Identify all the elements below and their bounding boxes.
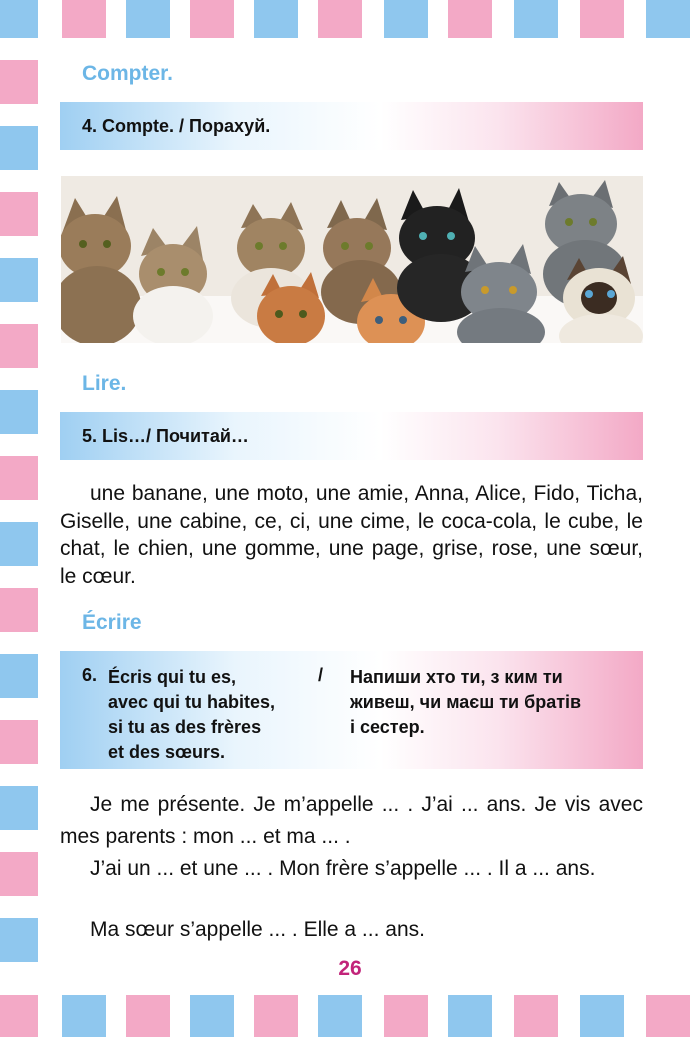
reading-text: une banane, une moto, une amie, Anna, Alice, Fido, Ticha, Giselle, une cabine, ce, ci, une cime, le coca-cola, le cube, le chat, le chien, une gomme, une page, grise, rose, une sœur, le cœur.	[60, 482, 643, 588]
writing-paragraph-3: Ma sœur s’appelle ... . Elle a ... ans.	[90, 918, 425, 941]
task-6-ua-line: живеш, чи маєш ти братів	[350, 692, 582, 712]
page-number: 26	[338, 957, 362, 980]
section-heading-ecrire: Écrire	[82, 611, 142, 634]
task-4-label: 4. Compte. / Порахуй.	[82, 116, 271, 136]
task-6-ukrainian	[350, 665, 581, 740]
task-6-french	[108, 665, 275, 765]
writing-paragraph-1: Je me présente. Je m’appelle ... . J’ai ... ans. Je vis avec mes parents : mon ... et ma ... .	[60, 793, 643, 848]
task-5-label: 5. Lis…/ Почитай…	[82, 426, 249, 446]
kittens-illustration	[61, 176, 643, 343]
writing-paragraph-2: J’ai un ... et une ... . Mon frère s’appelle ... . Il a ... ans.	[90, 857, 596, 880]
task-6-banner	[60, 651, 643, 769]
task-6-fr-line: Écris qui tu es,	[108, 667, 237, 687]
task-6-fr-line: avec qui tu habites,	[108, 692, 276, 712]
kittens-photo	[61, 176, 643, 343]
task-6-ua-line: Напиши хто ти, з ким ти	[350, 667, 563, 687]
task-6-fr-line: et des sœurs.	[108, 742, 226, 762]
task-6-slash: /	[318, 665, 324, 685]
section-heading-compter: Compter.	[82, 62, 174, 85]
task-6-ua-line: і сестер.	[350, 717, 425, 737]
section-heading-lire: Lire.	[82, 372, 127, 395]
task-4-banner	[60, 102, 643, 150]
task-6-number: 6.	[82, 665, 98, 685]
task-5-banner	[60, 412, 643, 460]
task-6-fr-line: si tu as des frères	[108, 717, 262, 737]
